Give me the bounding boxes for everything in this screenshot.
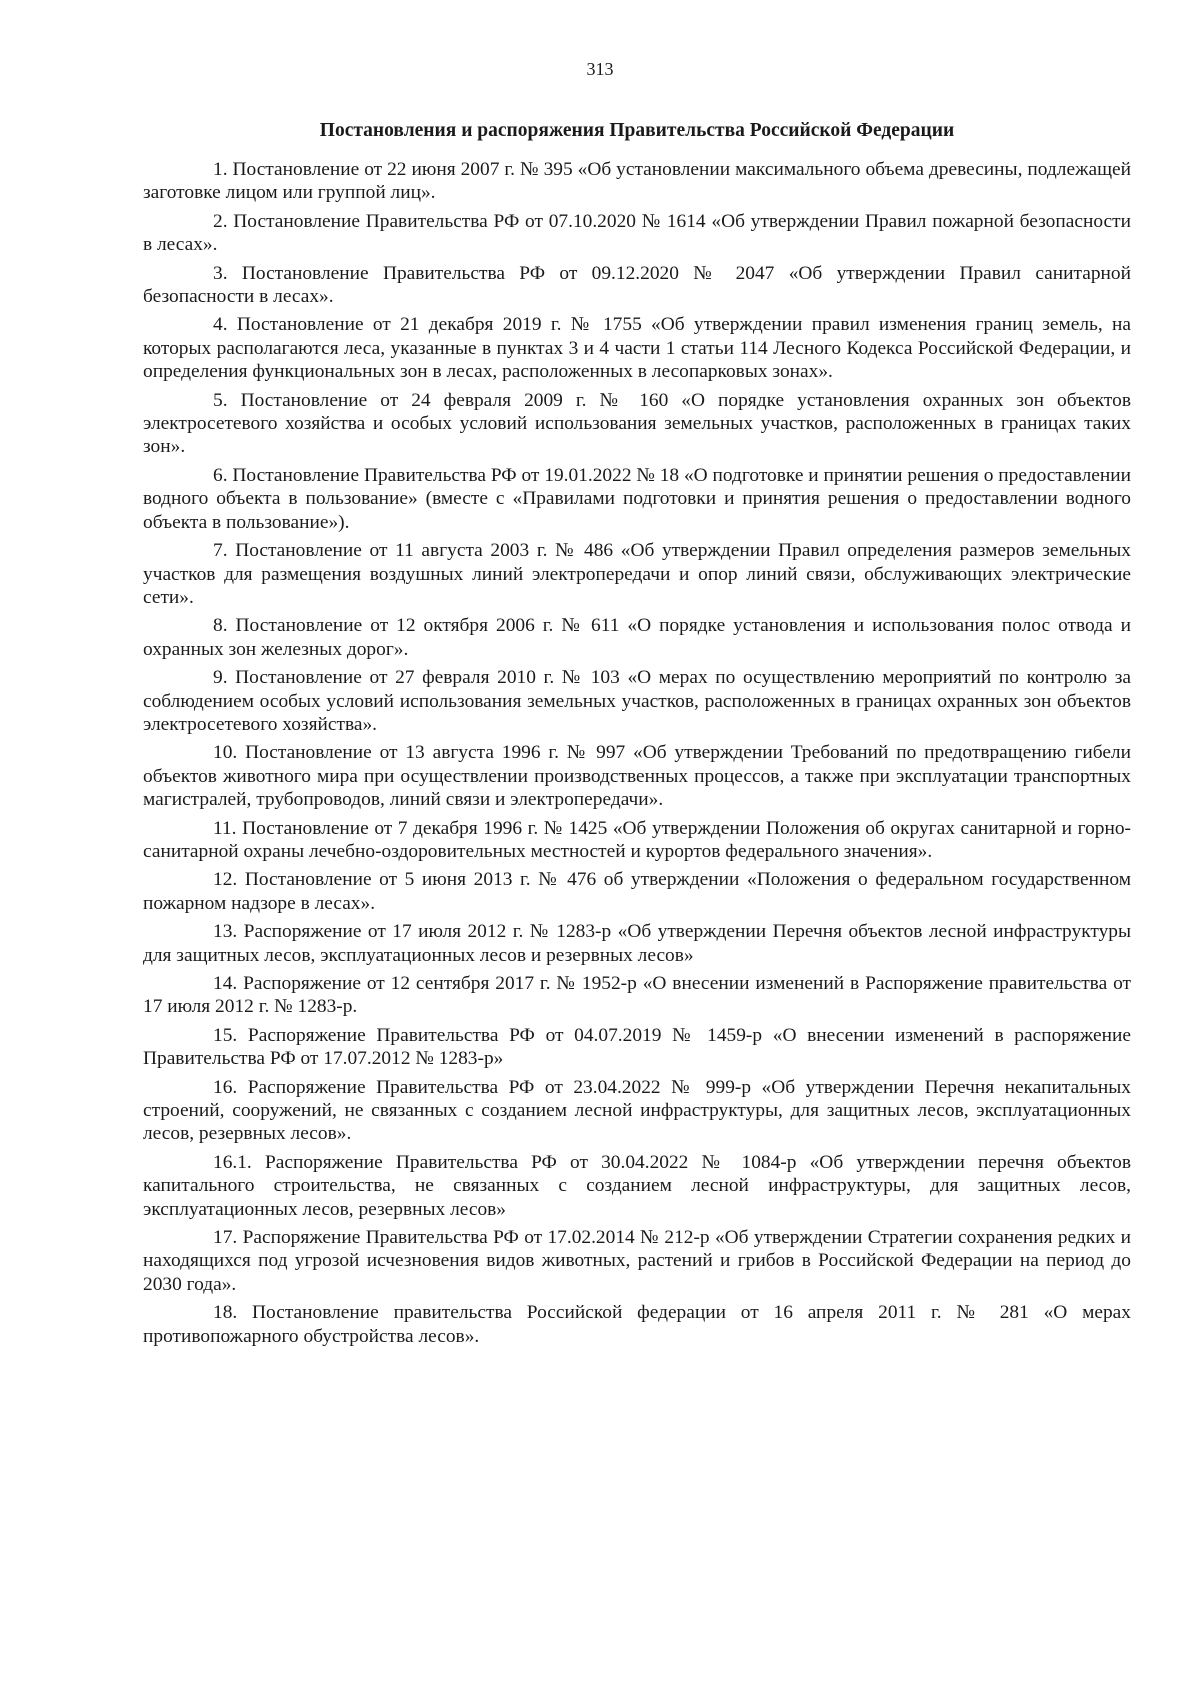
list-item: 5. Постановление от 24 февраля 2009 г. № 160 «О порядке установления охранных зон объектов электросетевого хозяйства и особых условий использования земельных участков, расположенных в границах таких зон». xyxy=(143,389,1131,458)
list-item: 2. Постановление Правительства РФ от 07.10.2020 № 1614 «Об утверждении Правил пожарной безопасности в лесах». xyxy=(143,210,1131,256)
section-heading: Постановления и распоряжения Правительства Российской Федерации xyxy=(319,120,955,141)
list-item: 1. Постановление от 22 июня 2007 г. № 395 «Об установлении максимального объема древесины, подлежащей заготовке лицом или группой лиц». xyxy=(143,159,1131,204)
list-item: 15. Распоряжение Правительства РФ от 04.07.2019 № 1459-р «О внесении изменений в распоряжение Правительства РФ от 17.07.2012 № 1283-р» xyxy=(143,1024,1131,1070)
list-item: 16.1. Распоряжение Правительства РФ от 30.04.2022 № 1084-р «Об утверждении перечня объектов капитального строительства, не связанных с созданием лесной инфраструктуры, для защитных лесов, эксплуатационных лесов, резервных лесов» xyxy=(143,1151,1131,1220)
list-item: 10. Постановление от 13 августа 1996 г. № 997 «Об утверждении Требований по предотвращению гибели объектов животного мира при осуществлении производственных процессов, а также при эксплуатации транспортных магистралей, трубопроводов, линий связи и электропередачи». xyxy=(143,742,1131,811)
list-item: 11. Постановление от 7 декабря 1996 г. № 1425 «Об утверждении Положения об округах санитарной и горно-санитарной охраны лечебно-оздоровительных местностей и курортов федерального значения». xyxy=(143,817,1131,862)
page-number: 313 xyxy=(586,59,614,79)
list-item: 7. Постановление от 11 августа 2003 г. № 486 «Об утверждении Правил определения размеров земельных участков для размещения воздушных линий электропередачи и опор линий связи, обслуживающих электрические сети». xyxy=(143,540,1131,608)
regulations-list xyxy=(143,158,1131,1353)
list-item: 6. Постановление Правительства РФ от 19.01.2022 № 18 «О подготовке и принятии решения о предоставлении водного объекта в пользование» (вместе с «Правилами подготовки и принятия решения о предоставлении водного объекта в пользование»). xyxy=(143,464,1131,533)
list-item: 13. Распоряжение от 17 июля 2012 г. № 1283-р «Об утверждении Перечня объектов лесной инфраструктуры для защитных лесов, эксплуатационных лесов и резервных лесов» xyxy=(143,921,1131,966)
list-item: 4. Постановление от 21 декабря 2019 г. № 1755 «Об утверждении правил изменения границ земель, на которых располагаются леса, указанные в пунктах 3 и 4 части 1 статьи 114 Лесного Кодекса Российской Федерации, и определения функциональных зон в лесах, расположенных в лесопарковых зонах». xyxy=(143,314,1131,383)
list-item: 12. Постановление от 5 июня 2013 г. № 476 об утверждении «Положения о федеральном государственном пожарном надзоре в лесах». xyxy=(143,869,1131,914)
list-item: 17. Распоряжение Правительства РФ от 17.02.2014 № 212-р «Об утверждении Стратегии сохранения редких и находящихся под угрозой исчезновения видов животных, растений и грибов в Российской Федерации на период до 2030 года». xyxy=(143,1227,1131,1295)
list-item: 3. Постановление Правительства РФ от 09.12.2020 № 2047 «Об утверждении Правил санитарной безопасности в лесах». xyxy=(143,262,1131,308)
list-item: 18. Постановление правительства Российской федерации от 16 апреля 2011 г. № 281 «О мерах противопожарного обустройства лесов». xyxy=(143,1302,1131,1347)
list-item: 8. Постановление от 12 октября 2006 г. № 611 «О порядке установления и использования полос отвода и охранных зон железных дорог». xyxy=(143,615,1131,660)
list-item: 9. Постановление от 27 февраля 2010 г. № 103 «О мерах по осуществлению мероприятий по контролю за соблюдением особых условий использования земельных участков, расположенных в границах охранных зон объектов электросетевого хозяйства». xyxy=(143,667,1131,735)
list-item: 16. Распоряжение Правительства РФ от 23.04.2022 № 999-р «Об утверждении Перечня некапитальных строений, сооружений, не связанных с созданием лесной инфраструктуры, для защитных лесов, эксплуатационных лесов, резервных лесов». xyxy=(143,1076,1131,1145)
list-item: 14. Распоряжение от 12 сентября 2017 г. № 1952-р «О внесении изменений в Распоряжение правительства от 17 июля 2012 г. № 1283-р. xyxy=(143,973,1131,1018)
